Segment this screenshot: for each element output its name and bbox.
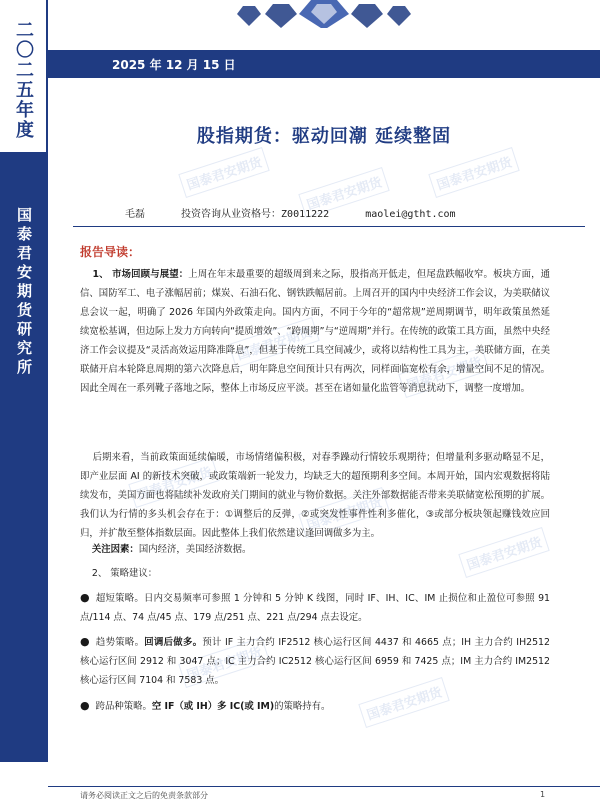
institute-panel bbox=[0, 152, 48, 762]
qualification-number: 投资咨询从业资格号：Z0011222 bbox=[181, 209, 330, 220]
paragraph-text: 上周在年末最重要的超级周到来之际，股指高开低走，但尾盘跌幅收窄。板块方面，通信、国防军工、电子涨幅居前；煤炭、石油石化、钢铁跌幅居前。上周召开的国内中央经济工作会议，为美联储议息会议一起，明确了 2026 年国内外政策走向。国内方面，不同于今年的“超常规”逆周期调节，明年政策虽然延续宽松基调，但边际上发力方向转向“提质增效”、“跨周期”与“逆周期”并行。在传统的政策工具方面，虽然中央经济工作会议提及“灵活高效运用降准降息”，但基于传统工具空间减少，或将以结构性工具为主，美联储方面，在美联储开启本轮降息周期的第六次降息后，明年降息空间预计只有两次，同样面临宽松有余，增量空间不足的情况。因此全周在一系列靴子落地之际，整体上市场反应平淡。甚至在诸如量化监管等消息扰动下，调整一度增加。 bbox=[80, 269, 550, 394]
author-line bbox=[125, 205, 585, 220]
watermark-logo: 国泰君安期货 bbox=[358, 677, 449, 728]
paragraph-text: 后期来看，当前政策面延续偏暖，市场情绪偏积极，对春季躁动行情较乐观期待；但增量利多驱动略显不足，即产业层面 AI 的新技术突破，或政策端新一轮发力，均缺乏大的超预期利多空间。本周开始，国内宏观数据将陆续发布，美国方面也将陆续补发政府关门期间的就业与物价数据。关注外部数据能否带来美联储宽松预期的扩展。我们认为行情的多头机会存在于：①调整后的反弹，②或突发性事件性利多催化，③或部分板块领起赚钱效应回归，并扩散至整体指数层面。因此整体上我们依然建议逢回调做多为主。 bbox=[80, 452, 550, 539]
author-email[interactable]: maolei@gtht.com bbox=[365, 209, 456, 220]
top-banner bbox=[48, 0, 600, 30]
strategy-lead: 跨品种策略。 bbox=[95, 701, 152, 712]
report-date: 2025 年 12 月 15 日 bbox=[112, 58, 236, 72]
watermark-logo: 国泰君安期货 bbox=[128, 457, 219, 508]
paragraph-lead: 1、 市场回顾与展望： bbox=[92, 269, 189, 280]
focus-factors bbox=[80, 540, 550, 559]
footer-divider bbox=[48, 786, 600, 787]
strategy-item-trend bbox=[80, 632, 550, 690]
watermark-logo: 国泰君安期货 bbox=[298, 167, 389, 218]
watermark-logo: 国泰君安期货 bbox=[428, 147, 519, 198]
report-year: 二〇二五年度 bbox=[13, 20, 34, 140]
watermark-logo: 国泰君安期货 bbox=[458, 527, 549, 578]
focus-label: 关注因素： bbox=[91, 544, 139, 555]
watermark-logo: 国泰君安期货 bbox=[178, 637, 269, 688]
outlook-paragraph bbox=[80, 448, 550, 543]
focus-text: 国内经济，美国经济数据。 bbox=[138, 544, 252, 555]
year-panel bbox=[0, 0, 48, 152]
watermark-logo: 国泰君安期货 bbox=[178, 147, 269, 198]
strategy-lead: 趋势策略。 bbox=[95, 637, 145, 648]
sidebar-footer bbox=[0, 762, 48, 800]
bullet-icon: ● bbox=[80, 699, 90, 712]
strategy-text: 预计 IF 主力合约 IF2512 核心运行区间 4437 和 4665 点；IH 主力合约 IH2512 核心运行区间 2912 和 3047 点；IC 主力合约 IC2512 核心运行区间 6959 和 7425 点；IM 主力合约 IM2512 核心运行区间 7104 和 7583 点。 bbox=[80, 637, 550, 686]
watermark-logo: 国泰君安期货 bbox=[298, 487, 389, 538]
strategy-heading bbox=[80, 564, 550, 583]
bullet-icon: ● bbox=[80, 635, 90, 648]
strategy-emphasis: 空 IF（或 IH）多 IC(或 IM) bbox=[151, 701, 275, 712]
watermark-logo: 国泰君安期货 bbox=[398, 347, 489, 398]
strategy-emphasis: 回调后做多。 bbox=[144, 637, 203, 648]
author-name: 毛磊 bbox=[125, 209, 145, 220]
strategy-item-cross bbox=[80, 696, 550, 716]
institute-name: 国泰君安期货研究所 bbox=[15, 207, 33, 378]
strategy-title: 2、 策略建议： bbox=[91, 568, 158, 579]
page-number: 1 bbox=[540, 790, 546, 799]
bullet-icon: ● bbox=[80, 591, 90, 604]
sidebar bbox=[0, 0, 48, 800]
report-title: 股指期货：驱动回潮 延续整固 bbox=[196, 126, 452, 147]
watermark-logo: 国泰君安期货 bbox=[228, 317, 319, 368]
header-divider bbox=[73, 226, 585, 227]
date-bar bbox=[48, 50, 600, 78]
market-review-paragraph bbox=[80, 265, 550, 398]
footer-disclaimer: 请务必阅读正文之后的免责条款部分 bbox=[80, 791, 208, 800]
strategy-text: 超短策略。日内交易频率可参照 1 分钟和 5 分钟 K 线图，同时 IF、IH、IC、IM 止损位和止盈位可参照 91 点/114 点、74 点/45 点、179 点/251 点、221 点/294 点去设定。 bbox=[80, 593, 550, 623]
diamond-logo-icon bbox=[233, 0, 423, 28]
section-title: 报告导读： bbox=[80, 245, 141, 259]
strategy-item-ultrashort bbox=[80, 588, 550, 627]
strategy-text: 的策略持有。 bbox=[274, 701, 331, 712]
